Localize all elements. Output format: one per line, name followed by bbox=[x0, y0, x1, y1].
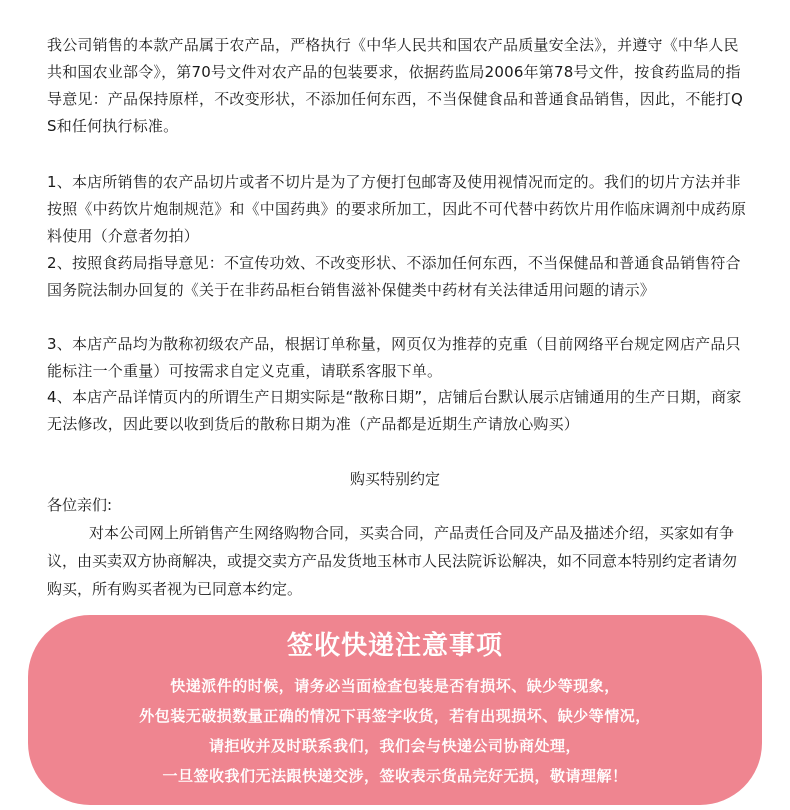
special-agreement-title: 购买特别约定 bbox=[349, 470, 440, 488]
delivery-notice-title: 签收快递注意事项 bbox=[286, 631, 503, 661]
intro-paragraph: 我公司销售的本款产品属于农产品，严格执行《中华人民共和国农产品质量安全法》，并遵守《中华人民共和国农业部令》，第70号文件对农产品的包装要求，依据药监局2006年第78号文件，按食药监局的指导意见：产品保持原样，不改变形状，不添加任何东西，不当保健食品和普通食品销售，因此，不能打QS和任何执行标准。 bbox=[47, 36, 744, 135]
delivery-notice-line: 外包装无破损数量正确的情况下再签字收货，若有出现损坏、缺少等情况， bbox=[139, 707, 651, 725]
delivery-notice-line: 快递派件的时候，请务必当面检查包装是否有损坏、缺少等现象， bbox=[170, 677, 620, 695]
notice-item-1: 1、本店所销售的农产品切片或者不切片是为了方便打包邮寄及使用视情况而定的。我们的切片方法并非按照《中药饮片炮制规范》和《中国药典》的要求所加工，因此不可代替中药饮片用作临床调剂中成药原料使用（介意者勿拍） bbox=[47, 173, 747, 245]
delivery-notice-line: 请拒收并及时联系我们，我们会与快递公司协商处理， bbox=[208, 737, 581, 755]
notice-item-3: 3、本店产品均为散称初级农产品，根据订单称量，网页仅为推荐的克重（目前网络平台规定网店产品只能标注一个重量）可按需求自定义克重，请联系客服下单。 bbox=[47, 335, 741, 380]
special-agreement-greeting: 各位亲们: bbox=[47, 496, 113, 514]
special-agreement-body: 对本公司网上所销售产生网络购物合同，买卖合同，产品责任合同及产品及描述介绍，买家如有争议，由买卖双方协商解决，或提交卖方产品发货地玉林市人民法院诉讼解决，如不同意本特别约定者请勿购买，所有购买者视为已同意本约定。 bbox=[47, 524, 738, 598]
notice-item-4: 4、本店产品详情页内的所谓生产日期实际是“散称日期”，店铺后台默认展示店铺通用的生产日期，商家无法修改，因此要以收到货后的散称日期为准（产品都是近期生产请放心购买） bbox=[47, 388, 742, 433]
delivery-notice-line: 一旦签收我们无法跟快递交涉，签收表示货品完好无损，敬请理解！ bbox=[162, 767, 628, 785]
delivery-notice-panel bbox=[28, 615, 762, 805]
notice-item-2: 2、按照食药局指导意见：不宣传功效、不改变形状、不添加任何东西，不当保健品和普通食品销售符合国务院法制办回复的《关于在非药品柜台销售滋补保健类中药材有关法律适用问题的请示》 bbox=[47, 254, 741, 299]
